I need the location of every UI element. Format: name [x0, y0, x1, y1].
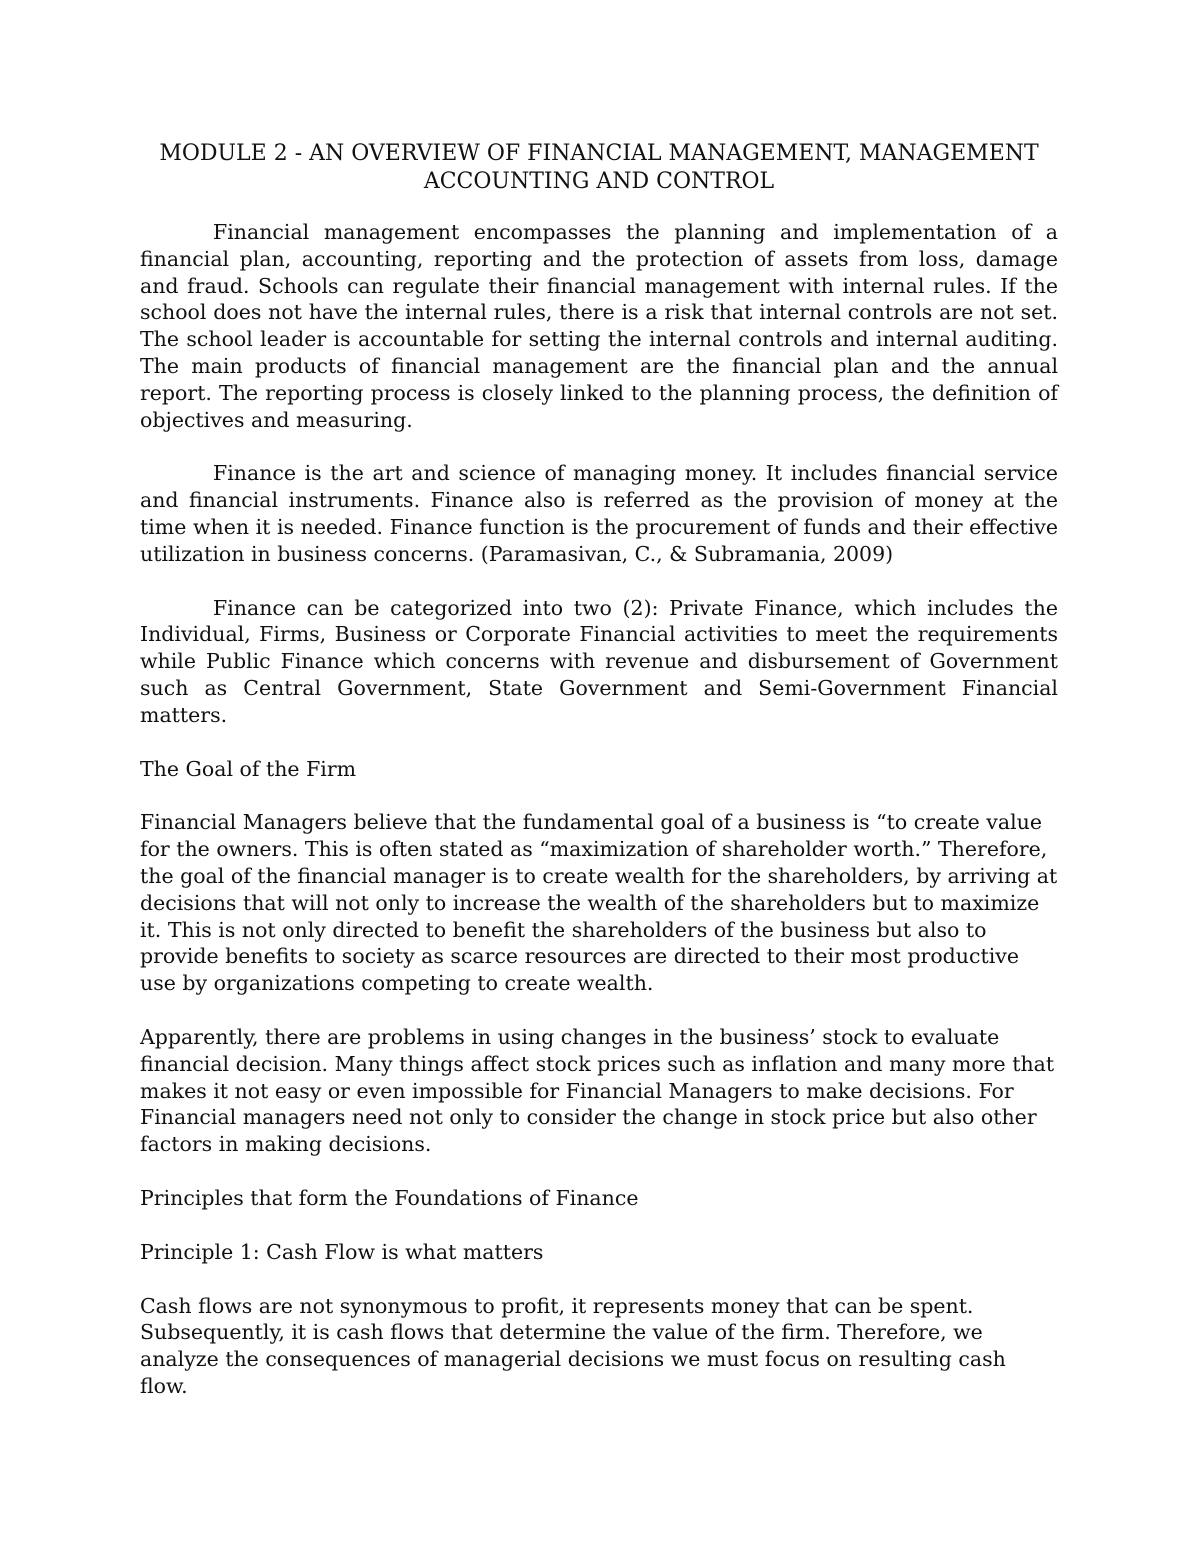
- heading-goal-of-firm: The Goal of the Firm: [140, 756, 357, 781]
- paragraph-stock-problems: Apparently, there are problems in using changes in the business’ stock to evaluate financial decision. Many things affect stock prices such as inflation and many more that makes it not easy or even impossible for Financial Managers to make decisions. For Financial managers need not only to consider the change in stock price but also other factors in making decisions.: [140, 1024, 1055, 1157]
- document-page: [140, 140, 1058, 1400]
- heading-principle-1: Principle 1: Cash Flow is what matters: [140, 1239, 544, 1264]
- heading-principles: Principles that form the Foundations of Finance: [140, 1185, 639, 1210]
- document-title: [140, 140, 1058, 196]
- paragraph-finance-categories: Finance can be categorized into two (2): Private Finance, which includes the Individual, Firms, Business or Corporate Financial activities to meet the requirements while Public Finance which concerns with revenue and disbursement of Government such as Central Government, State Government and Semi-Government Financial matters.: [140, 595, 1058, 727]
- paragraph-cash-flow: Cash flows are not synonymous to profit, it represents money that can be spent. Subsequently, it is cash flows that determine the value of the firm. Therefore, we analyze the consequences of managerial decisions we must focus on resulting cash flow.: [140, 1293, 1006, 1398]
- paragraph-finance-definition: Finance is the art and science of managing money. It includes financial service and financial instruments. Finance also is referred as the provision of money at the time when it is needed. Finance function is the procurement of funds and their effective utilization in business concerns. (Paramasivan, C., & Subramania, 2009): [140, 461, 1058, 566]
- paragraph-goal-of-firm: Financial Managers believe that the fundamental goal of a business is “to create value for the owners. This is often stated as “maximization of shareholder worth.” Therefore, the goal of the financial manager is to create wealth for the shareholders, by arriving at decisions that will not only to increase the wealth of the shareholders but to maximize it. This is not only directed to benefit the shareholders of the business but also to provide benefits to society as scarce resources are directed to their most productive use by organizations competing to create wealth.: [140, 810, 1058, 996]
- title-line-2: ACCOUNTING AND CONTROL: [423, 169, 775, 194]
- paragraph-financial-management: Financial management encompasses the planning and implementation of a financial plan, accounting, reporting and the protection of assets from loss, damage and fraud. Schools can regulate their financial management with internal rules. If the school does not have the internal rules, there is a risk that internal controls are not set. The school leader is accountable for setting the internal controls and internal auditing. The main products of financial management are the financial plan and the annual report. The reporting process is closely linked to the planning process, the definition of objectives and measuring.: [140, 220, 1058, 432]
- title-line-1: MODULE 2 - AN OVERVIEW OF FINANCIAL MANAGEMENT, MANAGEMENT: [159, 141, 1039, 166]
